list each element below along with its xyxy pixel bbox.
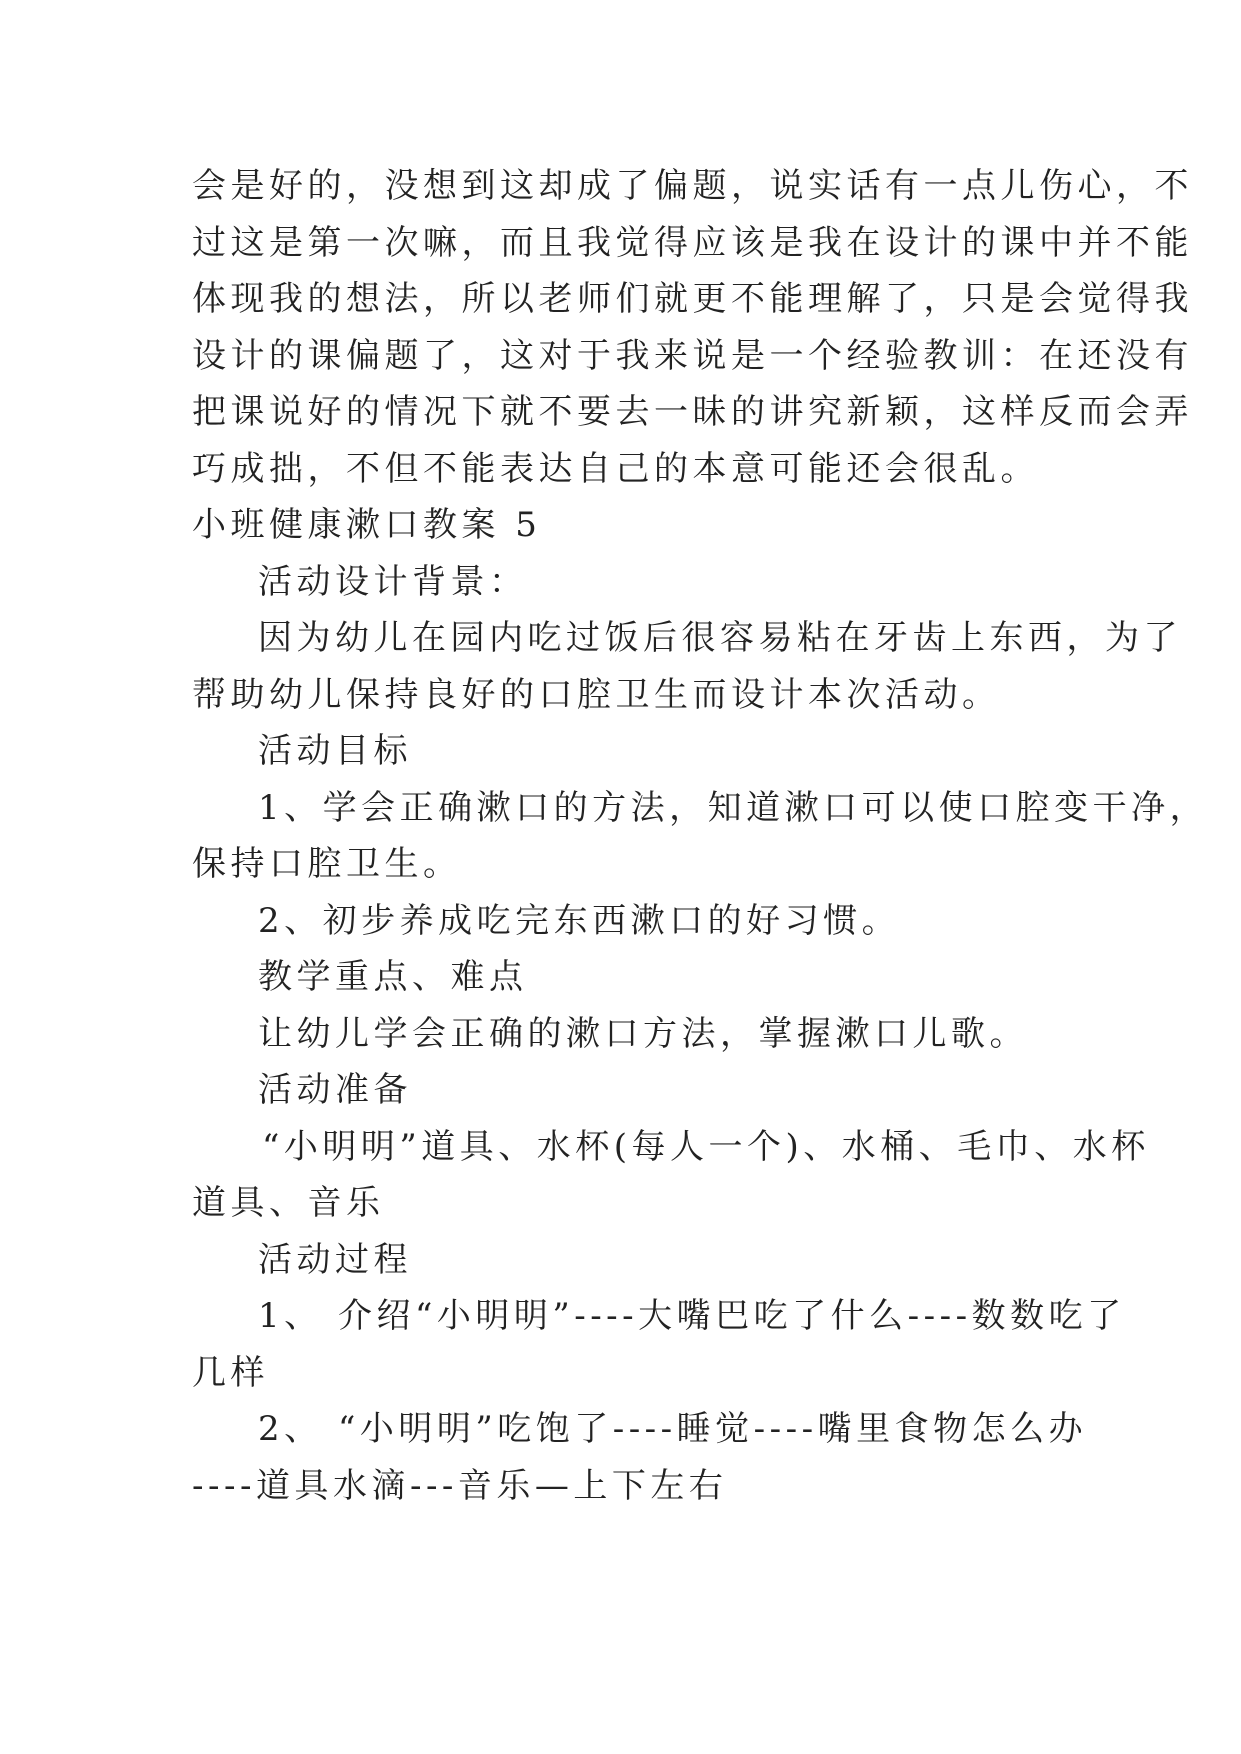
paragraph-line: 道具、音乐 xyxy=(192,1183,385,1223)
heading-goals: 活动目标 xyxy=(258,731,412,771)
paragraph-line: 会是好的，没想到这却成了偏题，说实话有一点儿伤心，不 xyxy=(192,166,1193,206)
paragraph-line: “小明明”道具、水杯(每人一个)、水桶、毛巾、水杯 xyxy=(262,1127,1150,1167)
paragraph-line: 把课说好的情况下就不要去一昧的讲究新颖，这样反而会弄 xyxy=(192,392,1193,432)
list-item: 2、初步养成吃完东西漱口的好习惯。 xyxy=(258,901,901,941)
paragraph-line: 体现我的想法，所以老师们就更不能理解了，只是会觉得我 xyxy=(192,279,1193,319)
paragraph-line: 过这是第一次嘛，而且我觉得应该是我在设计的课中并不能 xyxy=(192,223,1193,263)
list-item-continuation: 保持口腔卫生。 xyxy=(192,844,462,884)
heading-process: 活动过程 xyxy=(258,1240,412,1280)
heading-background: 活动设计背景： xyxy=(258,562,528,602)
paragraph-line: 巧成拙，不但不能表达自己的本意可能还会很乱。 xyxy=(192,449,1039,489)
list-item: 1、 介绍“小明明”----大嘴巴吃了什么----数数吃了 xyxy=(258,1296,1126,1336)
heading-key-points: 教学重点、难点 xyxy=(258,957,528,997)
paragraph-line: 让幼儿学会正确的漱口方法，掌握漱口儿歌。 xyxy=(258,1014,1028,1054)
paragraph-line: 设计的课偏题了，这对于我来说是一个经验教训：在还没有 xyxy=(192,336,1193,376)
paragraph-line: 因为幼儿在园内吃过饭后很容易粘在牙齿上东西，为了 xyxy=(258,618,1182,658)
paragraph-line: 帮助幼儿保持良好的口腔卫生而设计本次活动。 xyxy=(192,675,1001,715)
section-title: 小班健康漱口教案 5 xyxy=(192,505,542,545)
list-item-continuation: ----道具水滴---音乐—上下左右 xyxy=(192,1466,728,1506)
list-item: 2、 “小明明”吃饱了----睡觉----嘴里食物怎么办 xyxy=(258,1409,1088,1449)
list-item: 1、学会正确漱口的方法，知道漱口可以使口腔变干净， xyxy=(258,788,1209,828)
list-item-continuation: 几样 xyxy=(192,1353,269,1393)
heading-preparation: 活动准备 xyxy=(258,1070,412,1110)
